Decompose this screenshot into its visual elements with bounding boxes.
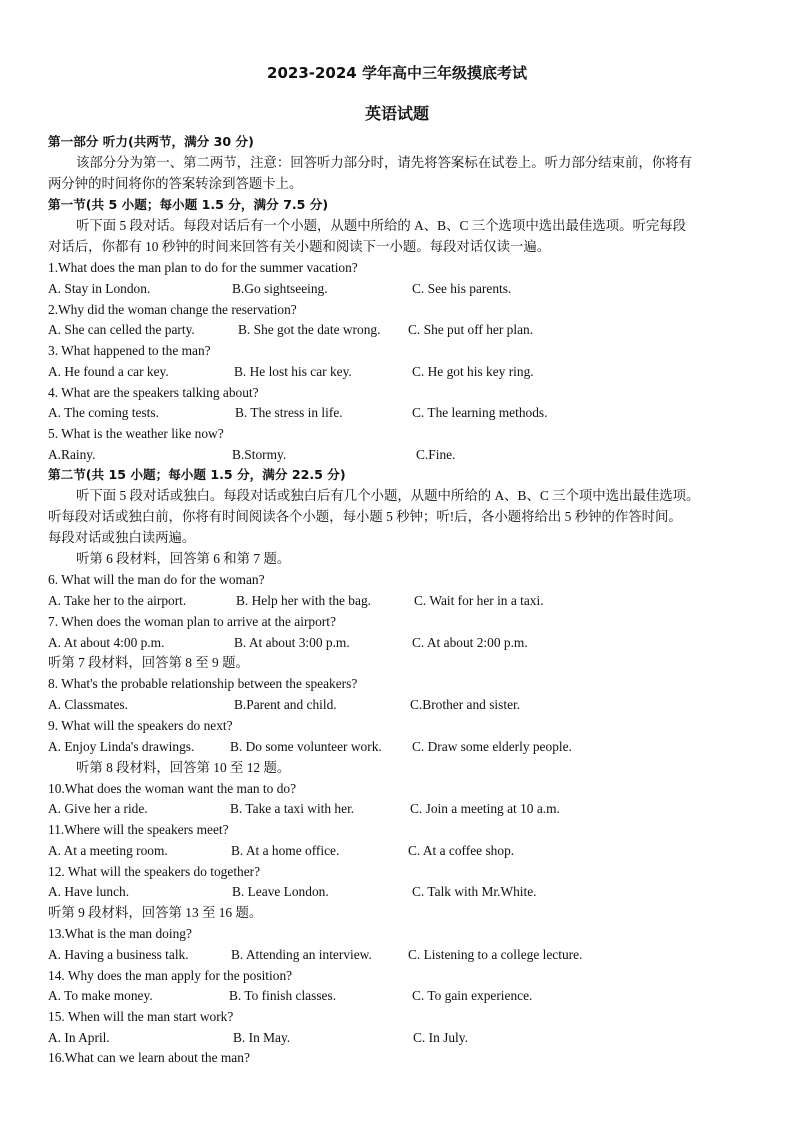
question-text: 4. What are the speakers talking about?: [48, 385, 259, 400]
option-a: A. Take her to the airport.: [48, 593, 187, 608]
option-b: B. In May.: [233, 1030, 291, 1045]
question-text: 14. Why does the man apply for the position?: [48, 968, 293, 983]
section1-instruction-line2: 对话后，你都有 10 秒钟的时间来回答有关小题和阅读下一小题。每段对话仅读一遍。: [48, 239, 551, 254]
option-a: A. Having a business talk.: [48, 947, 189, 962]
question-text: 7. When does the woman plan to arrive at the airport?: [48, 614, 336, 629]
part1-heading: 第一部分 听力(共两节，满分 30 分): [48, 134, 254, 149]
section1-instruction-line1: 听下面 5 段对话。每段对话后有一个小题，从题中所给的 A、B、C 三个选项中选出最佳选项。听完每段: [76, 218, 687, 233]
option-a: A. Classmates.: [48, 697, 128, 712]
option-a: A. In April.: [48, 1030, 110, 1045]
option-b: B. Leave London.: [232, 884, 329, 899]
exam-subtitle: 英语试题: [364, 104, 429, 123]
section1-heading: 第一节(共 5 小题；每小题 1.5 分，满分 7.5 分): [48, 197, 329, 212]
part1-instruction-line1: 该部分分为第一、第二两节，注意：回答听力部分时，请先将答案标在试卷上。听力部分结束前，你将有: [76, 155, 692, 170]
question-text: 12. What will the speakers do together?: [48, 864, 261, 879]
option-a: A.Rainy.: [48, 447, 96, 462]
option-c: C. Draw some elderly people.: [412, 739, 572, 754]
option-b: B.Go sightseeing.: [232, 281, 328, 296]
material-note: 听第 6 段材料，回答第 6 和第 7 题。: [76, 551, 291, 566]
option-b: B.Parent and child.: [234, 697, 337, 712]
option-c: C.Fine.: [416, 447, 456, 462]
option-b: B. To finish classes.: [229, 988, 337, 1003]
option-c: C. Wait for her in a taxi.: [414, 593, 544, 608]
option-b: B. Help her with the bag.: [236, 593, 371, 608]
option-a: A. To make money.: [48, 988, 153, 1003]
option-b: B. At about 3:00 p.m.: [234, 635, 350, 650]
question-text: 11.Where will the speakers meet?: [48, 822, 229, 837]
option-c: C. At a coffee shop.: [408, 843, 515, 858]
material-note: 听第 7 段材料，回答第 8 至 9 题。: [48, 655, 249, 670]
option-a: A. At about 4:00 p.m.: [48, 635, 165, 650]
section2-instruction-line2: 听每段对话或独白前，你将有时间阅读各个小题，每小题 5 秒钟；听!后，各小题将给出 5 秒钟的作答时间。: [48, 509, 682, 524]
option-b: B. He lost his car key.: [234, 364, 352, 379]
question-text: 5. What is the weather like now?: [48, 426, 224, 441]
question-text: 8. What's the probable relationship between the speakers?: [48, 676, 358, 691]
option-b: B. Attending an interview.: [231, 947, 372, 962]
option-a: A. Have lunch.: [48, 884, 130, 899]
option-a: A. Enjoy Linda's drawings.: [48, 739, 195, 754]
option-a: A. Stay in London.: [48, 281, 151, 296]
option-c: C. Listening to a college lecture.: [408, 947, 583, 962]
question-text: 16.What can we learn about the man?: [48, 1050, 250, 1065]
section2-instruction-line1: 听下面 5 段对话或独白。每段对话或独白后有几个小题，从题中所给的 A、B、C 三个项中选出最佳选项。: [76, 488, 700, 503]
option-a: A. Give her a ride.: [48, 801, 148, 816]
option-c: C. The learning methods.: [412, 405, 548, 420]
question-text: 13.What is the man doing?: [48, 926, 192, 941]
question-text: 3. What happened to the man?: [48, 343, 211, 358]
option-b: B. Do some volunteer work.: [230, 739, 382, 754]
option-b: B.Stormy.: [232, 447, 287, 462]
material-note: 听第 8 段材料，回答第 10 至 12 题。: [76, 760, 291, 775]
question-text: 2.Why did the woman change the reservation?: [48, 302, 297, 317]
exam-title: 2023-2024 学年高中三年级摸底考试: [267, 64, 527, 82]
material-note: 听第 9 段材料，回答第 13 至 16 题。: [48, 905, 263, 920]
option-b: B. The stress in life.: [235, 405, 343, 420]
option-c: C. Talk with Mr.White.: [412, 884, 537, 899]
option-a: A. At a meeting room.: [48, 843, 168, 858]
question-text: 9. What will the speakers do next?: [48, 718, 233, 733]
option-c: C. To gain experience.: [412, 988, 533, 1003]
option-b: B. She got the date wrong.: [238, 322, 381, 337]
option-c: C. She put off her plan.: [408, 322, 534, 337]
option-b: B. Take a taxi with her.: [230, 801, 355, 816]
question-text: 1.What does the man plan to do for the summer vacation?: [48, 260, 358, 275]
option-a: A. She can celled the party.: [48, 322, 195, 337]
option-a: A. He found a car key.: [48, 364, 169, 379]
section2-heading: 第二节(共 15 小题；每小题 1.5 分，满分 22.5 分): [48, 467, 346, 482]
question-text: 15. When will the man start work?: [48, 1009, 234, 1024]
option-a: A. The coming tests.: [48, 405, 159, 420]
option-c: C. At about 2:00 p.m.: [412, 635, 528, 650]
option-c: C. Join a meeting at 10 a.m.: [410, 801, 560, 816]
option-c: C. He got his key ring.: [412, 364, 534, 379]
question-text: 6. What will the man do for the woman?: [48, 572, 265, 587]
option-c: C.Brother and sister.: [410, 697, 521, 712]
part1-instruction-line2: 两分钟的时间将你的答案转涂到答题卡上。: [48, 176, 303, 191]
section2-instruction-line3: 每段对话或独白读两遍。: [48, 530, 196, 545]
option-c: C. See his parents.: [412, 281, 512, 296]
question-text: 10.What does the woman want the man to do?: [48, 781, 297, 796]
option-b: B. At a home office.: [231, 843, 340, 858]
option-c: C. In July.: [413, 1030, 468, 1045]
